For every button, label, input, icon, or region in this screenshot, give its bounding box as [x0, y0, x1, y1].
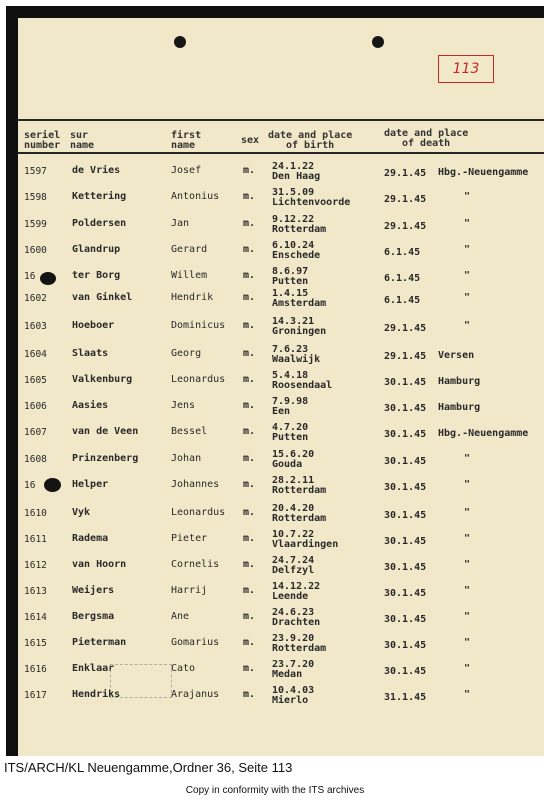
- cell-birth-place: Drachten: [272, 617, 321, 628]
- cell-ditto: ": [464, 453, 471, 464]
- cell-birth-place: Mierlo: [272, 695, 309, 706]
- cell-sex: m.: [243, 191, 256, 202]
- cell-first: Johan: [171, 453, 202, 464]
- cell-surname: Prinzenberg: [72, 453, 139, 464]
- faded-stamp: [110, 664, 172, 698]
- cell-serial: 1612: [24, 560, 47, 571]
- cell-birth-date: 24.1.22: [272, 161, 315, 172]
- cell-surname: ter Borg: [72, 270, 121, 281]
- header-death-1: date and place: [384, 128, 469, 139]
- cell-birth-place: Waalwijk: [272, 354, 321, 365]
- ink-blot: [40, 272, 56, 285]
- cell-surname: Vyk: [72, 507, 91, 518]
- cell-death-date: 6.1.45: [384, 295, 421, 306]
- cell-first: Dominicus: [171, 320, 226, 331]
- cell-sex: m.: [243, 663, 256, 674]
- cell-sex: m.: [243, 270, 256, 281]
- cell-death-date: 29.1.45: [384, 323, 427, 334]
- cell-ditto: ": [464, 637, 471, 648]
- cell-sex: m.: [243, 165, 256, 176]
- header-sex: sex: [241, 135, 260, 146]
- table-row: [18, 316, 544, 340]
- cell-birth-date: 10.7.22: [272, 529, 315, 540]
- cell-death-date: 29.1.45: [384, 168, 427, 179]
- cell-death-place: Hamburg: [438, 402, 481, 413]
- cell-birth-place: Roosendaal: [272, 380, 333, 391]
- cell-ditto: ": [464, 218, 471, 229]
- cell-sex: m.: [243, 453, 256, 464]
- cell-birth-date: 8.6.97: [272, 266, 309, 277]
- cell-serial: 1610: [24, 508, 47, 519]
- cell-birth-place: Een: [272, 406, 291, 417]
- cell-sex: m.: [243, 374, 256, 385]
- cell-first: Josef: [171, 165, 202, 176]
- cell-birth-date: 28.2.11: [272, 475, 315, 486]
- cell-sex: m.: [243, 637, 256, 648]
- cell-death-place: Hamburg: [438, 376, 481, 387]
- cell-surname: Poldersen: [72, 218, 127, 229]
- cell-surname: van Ginkel: [72, 292, 133, 303]
- cell-serial: 1600: [24, 245, 47, 256]
- cell-sex: m.: [243, 507, 256, 518]
- header-birth-1: date and place: [268, 130, 353, 141]
- cell-birth-place: Medan: [272, 669, 303, 680]
- table-row: [18, 266, 544, 290]
- cell-birth-date: 1.4.15: [272, 288, 309, 299]
- cell-birth-date: 9.12.22: [272, 214, 315, 225]
- table-row: [18, 449, 544, 473]
- cell-first: Leonardus: [171, 374, 226, 385]
- cell-surname: van Hoorn: [72, 559, 127, 570]
- cell-sex: m.: [243, 426, 256, 437]
- cell-death-date: 30.1.45: [384, 640, 427, 651]
- cell-first: Leonardus: [171, 507, 226, 518]
- cell-birth-date: 24.7.24: [272, 555, 315, 566]
- cell-sex: m.: [243, 320, 256, 331]
- cell-sex: m.: [243, 400, 256, 411]
- cell-first: Arajanus: [171, 689, 220, 700]
- cell-death-date: 30.1.45: [384, 588, 427, 599]
- cell-serial: 1607: [24, 427, 47, 438]
- cell-first: Harrij: [171, 585, 208, 596]
- cell-sex: m.: [243, 689, 256, 700]
- cell-death-date: 30.1.45: [384, 562, 427, 573]
- cell-serial: 1598: [24, 192, 47, 203]
- cell-birth-date: 15.6.20: [272, 449, 315, 460]
- cell-birth-date: 5.4.18: [272, 370, 309, 381]
- scan-frame: [6, 6, 544, 756]
- cell-first: Cato: [171, 663, 196, 674]
- cell-first: Pieter: [171, 533, 208, 544]
- cell-ditto: ": [464, 585, 471, 596]
- cell-serial: 1597: [24, 166, 47, 177]
- table-row: [18, 214, 544, 238]
- cell-sex: m.: [243, 348, 256, 359]
- cell-ditto: ": [464, 270, 471, 281]
- cell-first: Gerard: [171, 244, 208, 255]
- punch-hole-right: [372, 36, 384, 48]
- header-serial-1: seriel: [24, 130, 61, 141]
- cell-death-date: 6.1.45: [384, 273, 421, 284]
- document-page: [18, 18, 544, 756]
- cell-sex: m.: [243, 244, 256, 255]
- archive-reference: ITS/ARCH/KL Neuengamme,Ordner 36, Seite 113: [4, 760, 293, 775]
- cell-birth-date: 23.9.20: [272, 633, 315, 644]
- table-row: [18, 685, 544, 709]
- table-row: [18, 344, 544, 368]
- cell-birth-place: Rotterdam: [272, 485, 327, 496]
- cell-surname: Radema: [72, 533, 109, 544]
- cell-death-place: Hbg.-Neuengamme: [438, 428, 529, 439]
- cell-birth-place: Lichtenvoorde: [272, 197, 351, 208]
- table-row: [18, 422, 544, 446]
- cell-death-date: 29.1.45: [384, 221, 427, 232]
- cell-serial: 1611: [24, 534, 47, 545]
- cell-ditto: ": [464, 320, 471, 331]
- cell-birth-place: Vlaardingen: [272, 539, 339, 550]
- cell-serial: 1615: [24, 638, 47, 649]
- cell-death-date: 31.1.45: [384, 692, 427, 703]
- cell-surname: Hendriks: [72, 689, 121, 700]
- table-row: [18, 633, 544, 657]
- cell-first: Gomarius: [171, 637, 220, 648]
- table-row: [18, 529, 544, 553]
- conformity-note: Copy in conformity with the ITS archives: [185, 785, 365, 796]
- cell-first: Georg: [171, 348, 202, 359]
- cell-serial: 1617: [24, 690, 47, 701]
- cell-birth-date: 6.10.24: [272, 240, 315, 251]
- cell-serial: 1614: [24, 612, 47, 623]
- cell-birth-place: Amsterdam: [272, 298, 327, 309]
- cell-ditto: ": [464, 611, 471, 622]
- cell-birth-date: 10.4.03: [272, 685, 315, 696]
- cell-death-date: 30.1.45: [384, 666, 427, 677]
- header-bottom-rule: [18, 152, 544, 154]
- cell-death-date: 30.1.45: [384, 456, 427, 467]
- cell-surname: Valkenburg: [72, 374, 133, 385]
- cell-birth-date: 23.7.20: [272, 659, 315, 670]
- cell-surname: de Vries: [72, 165, 121, 176]
- cell-ditto: ": [464, 533, 471, 544]
- cell-birth-place: Den Haag: [272, 171, 321, 182]
- cell-birth-place: Delfzyl: [272, 565, 315, 576]
- cell-death-place: Versen: [438, 350, 475, 361]
- cell-birth-place: Putten: [272, 276, 309, 287]
- cell-birth-date: 31.5.09: [272, 187, 315, 198]
- table-row: [18, 607, 544, 631]
- cell-death-date: 30.1.45: [384, 429, 427, 440]
- cell-serial: 1606: [24, 401, 47, 412]
- table-row: [18, 161, 544, 185]
- cell-first: Bessel: [171, 426, 208, 437]
- cell-sex: m.: [243, 479, 256, 490]
- header-surname-1: sur: [70, 130, 89, 141]
- cell-birth-date: 24.6.23: [272, 607, 315, 618]
- table-row: [18, 659, 544, 683]
- table-row: [18, 503, 544, 527]
- cell-serial: 1616: [24, 664, 47, 675]
- cell-surname: Kettering: [72, 191, 127, 202]
- cell-surname: Enklaar: [72, 663, 115, 674]
- cell-surname: Glandrup: [72, 244, 121, 255]
- cell-serial: 1602: [24, 293, 47, 304]
- cell-serial: 16: [24, 271, 36, 282]
- cell-first: Cornelis: [171, 559, 220, 570]
- cell-death-date: 30.1.45: [384, 536, 427, 547]
- cell-first: Jens: [171, 400, 196, 411]
- table-row: [18, 370, 544, 394]
- cell-serial: 16: [24, 480, 36, 491]
- cell-birth-place: Rotterdam: [272, 643, 327, 654]
- cell-birth-date: 20.4.20: [272, 503, 315, 514]
- cell-death-place: Hbg.-Neuengamme: [438, 167, 529, 178]
- cell-serial: 1604: [24, 349, 47, 360]
- cell-sex: m.: [243, 559, 256, 570]
- cell-birth-place: Enschede: [272, 250, 321, 261]
- cell-death-date: 29.1.45: [384, 351, 427, 362]
- cell-ditto: ": [464, 292, 471, 303]
- cell-serial: 1603: [24, 321, 47, 332]
- cell-sex: m.: [243, 218, 256, 229]
- cell-ditto: ": [464, 559, 471, 570]
- header-top-rule: [18, 119, 544, 121]
- cell-first: Hendrik: [171, 292, 214, 303]
- header-birth-2: of birth: [286, 140, 335, 151]
- cell-first: Johannes: [171, 479, 220, 490]
- table-row: [18, 288, 544, 312]
- cell-death-date: 30.1.45: [384, 482, 427, 493]
- cell-sex: m.: [243, 533, 256, 544]
- cell-sex: m.: [243, 585, 256, 596]
- cell-ditto: ": [464, 663, 471, 674]
- cell-death-date: 30.1.45: [384, 510, 427, 521]
- cell-birth-date: 14.3.21: [272, 316, 315, 327]
- cell-first: Ane: [171, 611, 190, 622]
- header-first-2: name: [171, 140, 196, 151]
- cell-serial: 1599: [24, 219, 47, 230]
- cell-first: Antonius: [171, 191, 220, 202]
- cell-birth-place: Leende: [272, 591, 309, 602]
- cell-surname: Helper: [72, 479, 109, 490]
- cell-birth-date: 7.9.98: [272, 396, 309, 407]
- cell-death-date: 30.1.45: [384, 377, 427, 388]
- cell-first: Jan: [171, 218, 190, 229]
- page-number-stamp: 113: [438, 55, 494, 83]
- cell-ditto: ": [464, 507, 471, 518]
- cell-serial: 1613: [24, 586, 47, 597]
- cell-death-date: 30.1.45: [384, 403, 427, 414]
- cell-ditto: ": [464, 244, 471, 255]
- header-first-1: first: [171, 130, 202, 141]
- table-row: [18, 240, 544, 264]
- cell-surname: Weijers: [72, 585, 115, 596]
- ink-blot: [44, 478, 61, 492]
- cell-serial: 1608: [24, 454, 47, 465]
- cell-ditto: ": [464, 479, 471, 490]
- table-row: [18, 475, 544, 499]
- cell-surname: Pieterman: [72, 637, 127, 648]
- table-row: [18, 581, 544, 605]
- cell-surname: Aasies: [72, 400, 109, 411]
- cell-death-date: 30.1.45: [384, 614, 427, 625]
- cell-surname: van de Veen: [72, 426, 139, 437]
- header-surname-2: name: [70, 140, 95, 151]
- cell-birth-place: Gouda: [272, 459, 303, 470]
- cell-death-date: 29.1.45: [384, 194, 427, 205]
- cell-surname: Slaats: [72, 348, 109, 359]
- cell-surname: Hoeboer: [72, 320, 115, 331]
- cell-ditto: ": [464, 689, 471, 700]
- cell-birth-place: Rotterdam: [272, 513, 327, 524]
- cell-birth-place: Rotterdam: [272, 224, 327, 235]
- cell-sex: m.: [243, 292, 256, 303]
- cell-birth-date: 14.12.22: [272, 581, 321, 592]
- cell-sex: m.: [243, 611, 256, 622]
- table-row: [18, 555, 544, 579]
- punch-hole-left: [174, 36, 186, 48]
- cell-birth-place: Putten: [272, 432, 309, 443]
- cell-serial: 1605: [24, 375, 47, 386]
- table-row: [18, 187, 544, 211]
- cell-birth-date: 4.7.20: [272, 422, 309, 433]
- table-row: [18, 396, 544, 420]
- header-death-2: of death: [402, 138, 451, 149]
- cell-birth-date: 7.6.23: [272, 344, 309, 355]
- cell-ditto: ": [464, 191, 471, 202]
- cell-first: Willem: [171, 270, 208, 281]
- cell-death-date: 6.1.45: [384, 247, 421, 258]
- cell-birth-place: Groningen: [272, 326, 327, 337]
- cell-surname: Bergsma: [72, 611, 115, 622]
- header-serial-2: number: [24, 140, 61, 151]
